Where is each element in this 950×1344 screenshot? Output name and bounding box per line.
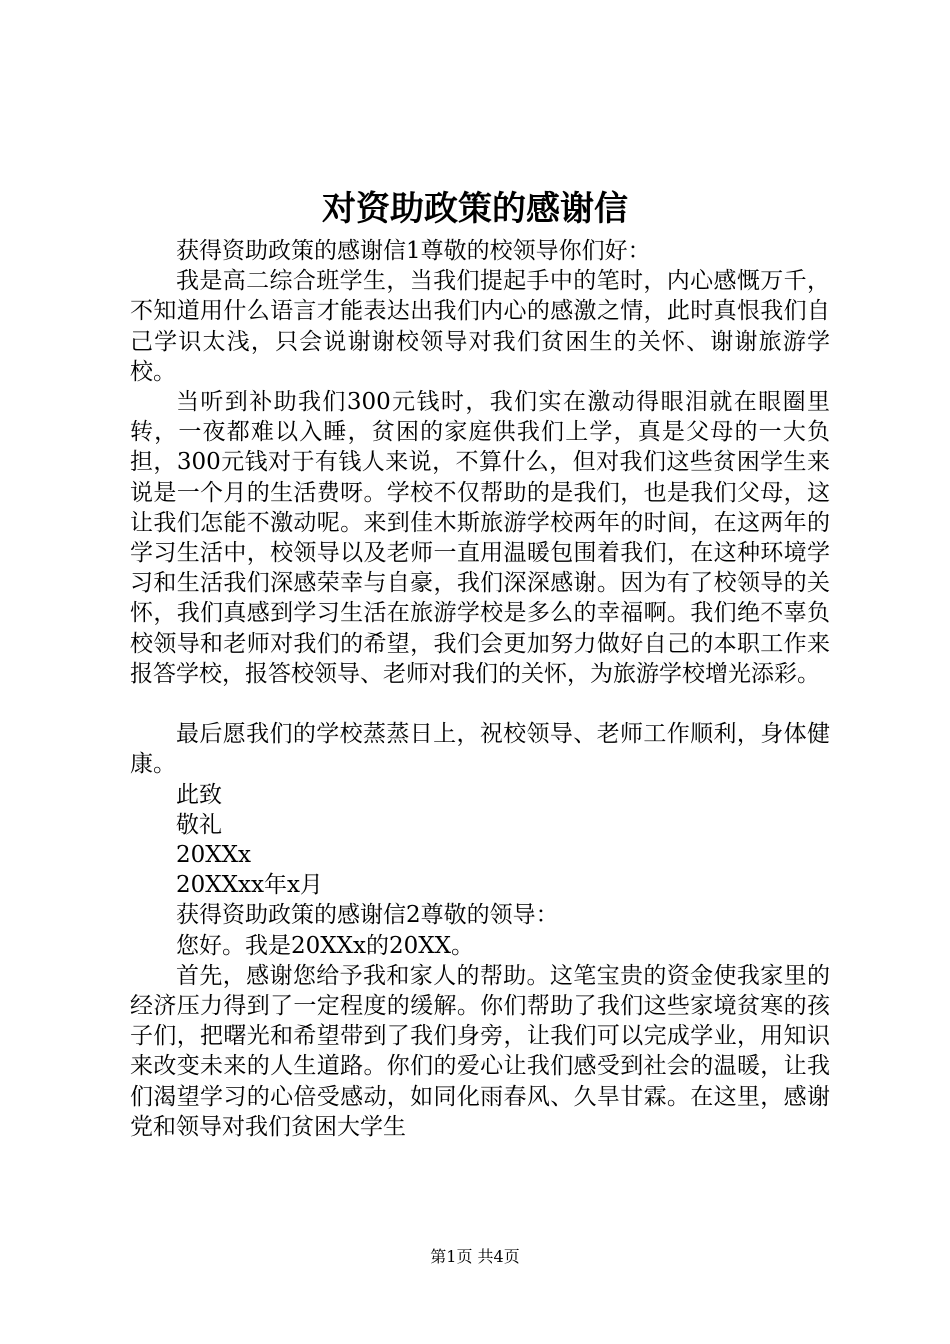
line-signature: 20XXx bbox=[176, 842, 251, 869]
letter-body bbox=[130, 236, 830, 1142]
page-footer: 第1页 共4页 bbox=[430, 1247, 520, 1266]
paragraph-main: 当听到补助我们300元钱时，我们实在激动得眼泪就在眼圈里转，一夜都难以入睡，贫困的家庭供我们上学，真是父母的一大负担，300元钱对于有钱人来说，不算什么，但对我们这些贫困学生来说是一个月的生活费呀。学校不仅帮助的是我们，也是我们父母，这让我们怎能不激动呢。来到佳木斯旅游学校两年的时间，在这两年的学习生活中，校领导以及老师一直用温暖包围着我们，在这种环境学习和生活我们深感荣幸与自豪，我们深深感谢。因为有了校领导的关怀，我们真感到学习生活在旅游学校是多么的幸福啊。我们绝不辜负校领导和老师对我们的希望，我们会更加努力做好自己的本职工作来报答学校，报答校领导、老师对我们的关怀，为旅游学校增光添彩。 bbox=[130, 389, 830, 687]
line-date: 20XXxx年x月 bbox=[176, 872, 323, 899]
paragraph-closing: 最后愿我们的学校蒸蒸日上，祝校领导、老师工作顺利，身体健康。 bbox=[130, 721, 830, 778]
paragraph-intro: 我是高二综合班学生，当我们提起手中的笔时，内心感慨万千，不知道用什么语言才能表达出我们内心的感激之情，此时真恨我们自己学识太浅，只会说谢谢校领导对我们贫困生的关怀、谢谢旅游学校。 bbox=[130, 268, 830, 385]
document-title: 对资助政策的感谢信 bbox=[322, 189, 628, 229]
paragraph-letter2-main: 首先，感谢您给予我和家人的帮助。这笔宝贵的资金使我家里的经济压力得到了一定程度的缓解。你们帮助了我们这些家境贫寒的孩子们，把曙光和希望带到了我们身旁，让我们可以完成学业，用知识来改变未来的人生道路。你们的爱心让我们感受到社会的温暖，让我们渴望学习的心倍受感动，如同化雨春风、久旱甘霖。在这里，感谢党和领导对我们贫困大学生 bbox=[130, 962, 830, 1140]
blank-line bbox=[130, 689, 830, 719]
paragraph-greeting: 获得资助政策的感谢信1尊敬的校领导你们好： bbox=[176, 238, 651, 264]
line-letter2-hello: 您好。我是20XXx的20XX。 bbox=[176, 932, 475, 959]
line-letter2-greeting: 获得资助政策的感谢信2尊敬的领导： bbox=[176, 902, 559, 929]
line-regards: 敬礼 bbox=[176, 811, 222, 838]
line-salutation: 此致 bbox=[176, 781, 222, 808]
